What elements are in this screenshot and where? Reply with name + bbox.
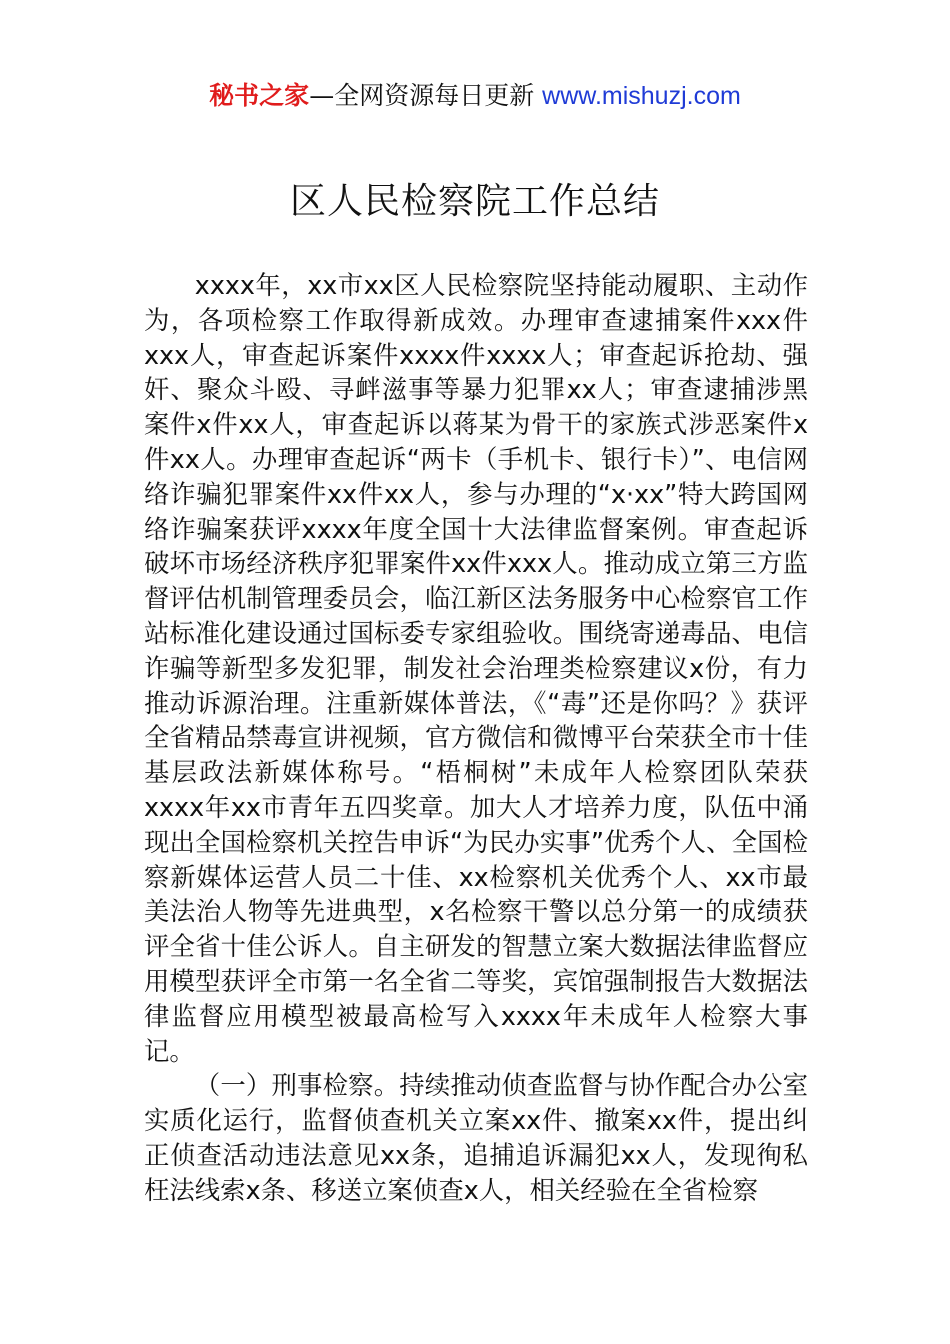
- paragraph-intro: xxxx年，xx市xx区人民检察院坚持能动履职、主动作为，各项检察工作取得新成效。办理审查逮捕案件xxx件xxx人，审查起诉案件xxxx件xxxx人；审查起诉抢劫、强奸、聚众斗殴、寻衅滋事等暴力犯罪xx人；审查逮捕涉黑案件x件xx人，审查起诉以蒋某为骨干的家族式涉恶案件x件xx人。办理审查起诉“两卡（手机卡、银行卡）”、电信网络诈骗犯罪案件xx件xx人，参与办理的“x·xx”特大跨国网络诈骗案获评xxxx年度全国十大法律监督案例。审查起诉破坏市场经济秩序犯罪案件xx件xxx人。推动成立第三方监督评估机制管理委员会，临江新区法务服务中心检察官工作站标准化建设通过国标委专家组验收。围绕寄递毒品、电信诈骗等新型多发犯罪，制发社会治理类检察建议x份，有力推动诉源治理。注重新媒体普法，《“毒”还是你吗？》获评全省精品禁毒宣讲视频，官方微信和微博平台荣获全市十佳基层政法新媒体称号。“梧桐树”未成年人检察团队荣获xxxx年xx市青年五四奖章。加大人才培养力度，队伍中涌现出全国检察机关控告申诉“为民办实事”优秀个人、全国检察新媒体运营人员二十佳、xx检察机关优秀个人、xx市最美法治人物等先进典型，x名检察干警以总分第一的成绩获评全省十佳公诉人。自主研发的智慧立案大数据法律监督应用模型获评全市第一名全省二等奖，宾馆强制报告大数据法律监督应用模型被最高检写入xxxx年未成年人检察大事记。: [144, 270, 808, 1066]
- document-title: 区人民检察院工作总结: [289, 181, 660, 222]
- site-brand: 秘书之家: [209, 81, 310, 110]
- site-url-link[interactable]: www.mishuzj.com: [542, 82, 741, 110]
- site-slogan: —全网资源每日更新: [309, 81, 535, 110]
- paragraph-criminal-prosecution: （一）刑事检察。持续推动侦查监督与协作配合办公室实质化运行，监督侦查机关立案xx件、撤案xx件，提出纠正侦查活动违法意见xx条，追捕追诉漏犯xx人，发现徇私枉法线索x条、移送立案侦查x人，相关经验在全省检察: [144, 1070, 808, 1205]
- site-header: [0, 80, 950, 112]
- document-body: [144, 268, 808, 1208]
